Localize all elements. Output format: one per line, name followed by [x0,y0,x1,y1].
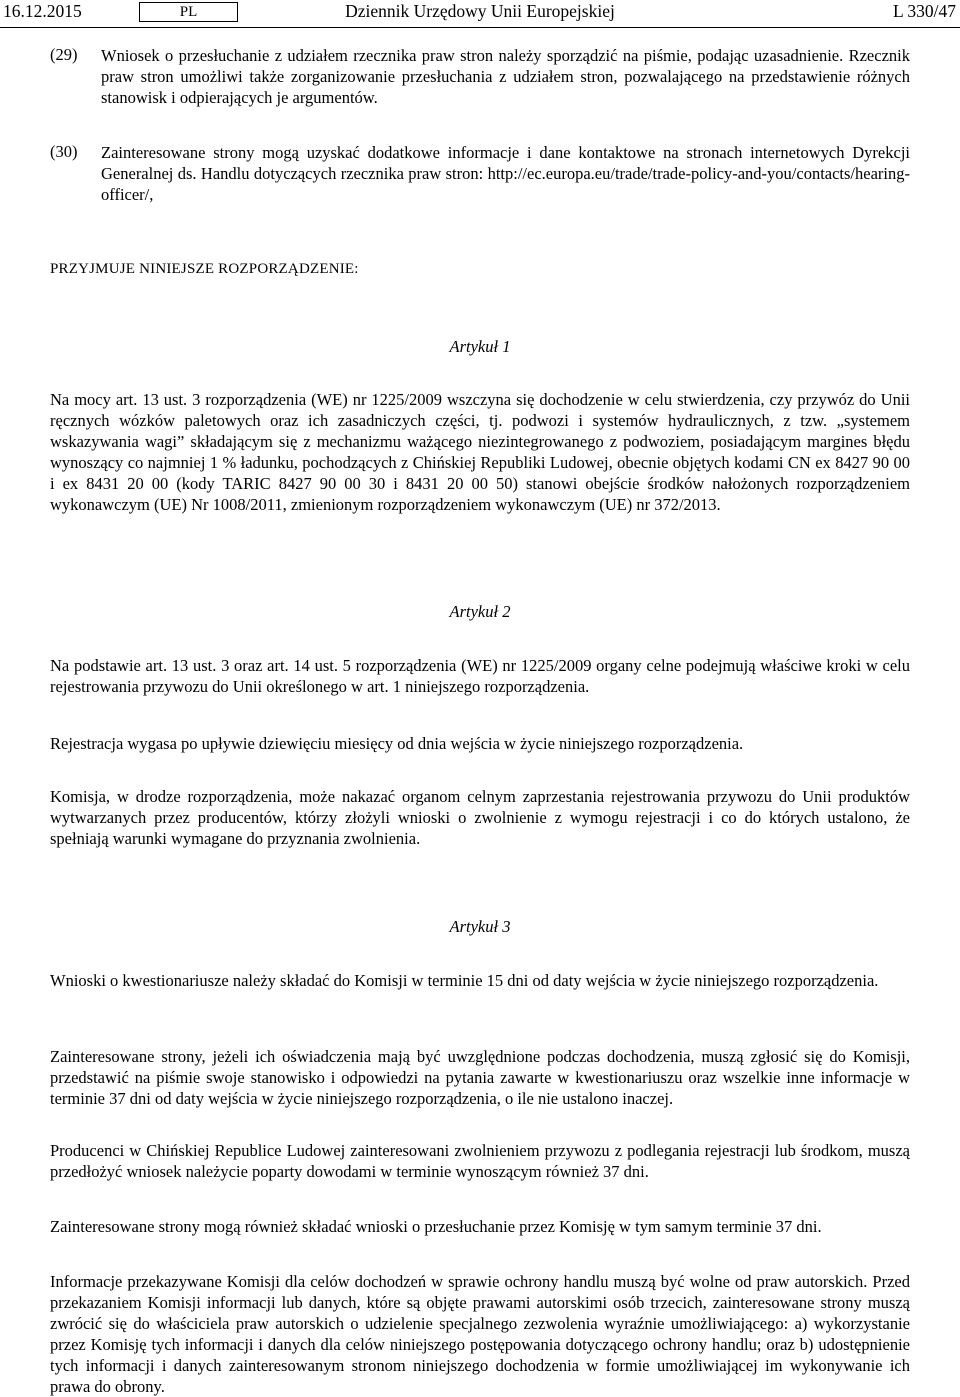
article-1-title: Artykuł 1 [449,337,511,356]
article-2-paragraph-1: Na podstawie art. 13 ust. 3 oraz art. 14 ust. 5 rozporządzenia (WE) nr 1225/2009 organy celne podejmują właściwe kroki w celu rejestrowania przywozu do Unii określonego w art. 1 niniejszego rozporządzenia. [50,656,910,696]
journal-header [0,0,960,26]
journal-title: Dziennik Urzędowy Unii Europejskiej [345,1,615,21]
article-1-paragraph-1: Na mocy art. 13 ust. 3 rozporządzenia (WE) nr 1225/2009 wszczyna się dochodzenie w celu stwierdzenia, czy przywóz do Unii ręcznych wózków paletowych oraz ich zasadniczych części, tj. podwozi i systemów hydraulicznych, z tzw. „systemem wskazywania wagi” składającym się z mechanizmu ważącego niezintegrowanego z podwoziem, posiadającym margines błędu wynoszący co najmniej 1 % ładunku, pochodzących z Chińskiej Republiki Ludowej, obecnie objętych kodami CN ex 8427 90 00 i ex 8431 20 00 (kody TARIC 8427 90 00 30 i 8431 20 00 50) stanowi obejście środków nałożonych rozporządzeniem wykonawczym (UE) Nr 1008/2011, zmienionym rozporządzeniem wykonawczym (UE) nr 372/2013. [50,390,910,514]
article-3-paragraph-1: Wnioski o kwestionariusze należy składać do Komisji w terminie 15 dni od daty wejścia w życie niniejszego rozporządzenia. [50,971,879,990]
article-3-paragraph-5: Informacje przekazywane Komisji dla celów dochodzeń w sprawie ochrony handlu muszą być wolne od praw autorskich. Przed przekazaniem Komisji informacji lub danych, które są objęte prawami autorskimi osób trzecich, zainteresowane strony muszą zwrócić się do właściciela praw autorskich o udzielenie specjalnego zezwolenia wyraźnie umożliwiającego: a) wykorzystanie przez Komisję tych informacji i danych dla celów niniejszego postępowania dotyczącego ochrony handlu; oraz b) udostępnienie tych informacji i danych zainteresowanym stronom niniejszego dochodzenia w formie umożliwiającej im wykonywanie ich prawa do obrony. [50,1272,910,1396]
article-3-paragraph-3: Producenci w Chińskiej Republice Ludowej zainteresowani zwolnieniem przywozu z podlegania rejestracji lub środkom, muszą przedłożyć wniosek należycie poparty dowodami w terminie wynoszącym również 37 dni. [50,1141,910,1181]
recital-text: Zainteresowane strony mogą uzyskać dodatkowe informacje i dane kontaktowe na stronach internetowych Dyrekcji Generalnej ds. Handlu dotyczących rzecznika praw stron: http://ec.europa.eu/trade/trade-policy-and-you/contacts/hearing-officer/, [101,143,910,204]
publication-date: 16.12.2015 [3,1,82,21]
header-divider [0,27,960,28]
article-2-paragraph-2: Rejestracja wygasa po upływie dziewięciu miesięcy od dnia wejścia w życie niniejszego rozporządzenia. [50,734,744,753]
adoption-formula: PRZYJMUJE NINIEJSZE ROZPORZĄDZENIE: [50,261,359,277]
article-2-title: Artykuł 2 [449,602,511,621]
article-3-paragraph-4: Zainteresowane strony mogą również składać wnioski o przesłuchanie przez Komisję w tym samym terminie 37 dni. [50,1217,822,1236]
recital-number: (29) [50,45,78,64]
article-2-paragraph-3: Komisja, w drodze rozporządzenia, może nakazać organom celnym zaprzestania rejestrowania przywozu do Unii produktów wytwarzanych przez producentów, którzy złożyli wnioski o zwolnienie z wymogu rejestracji i co do których ustalono, że spełniają warunki wymagane do przyznania zwolnienia. [50,787,910,848]
recital-text: Wniosek o przesłuchanie z udziałem rzecznika praw stron należy sporządzić na piśmie, podając uzasadnienie. Rzecznik praw stron umożliwi także zorganizowanie przesłuchania z udziałem stron, pozwalającego na przedstawienie różnych stanowisk i odpierających je argumentów. [101,46,910,107]
article-3-title: Artykuł 3 [449,917,511,936]
page-reference: L 330/47 [892,1,956,21]
article-3-paragraph-2: Zainteresowane strony, jeżeli ich oświadczenia mają być uwzględnione podczas dochodzenia, muszą zgłosić się do Komisji, przedstawić na piśmie swoje stanowisko i odpowiedzi na pytania zawarte w kwestionariuszu oraz wszelkie inne informacje w terminie 37 dni od daty wejścia w życie niniejszego rozporządzenia, o ile nie ustalono inaczej. [50,1047,910,1108]
language-code-box: PL [139,2,238,22]
recital-number: (30) [50,142,78,161]
